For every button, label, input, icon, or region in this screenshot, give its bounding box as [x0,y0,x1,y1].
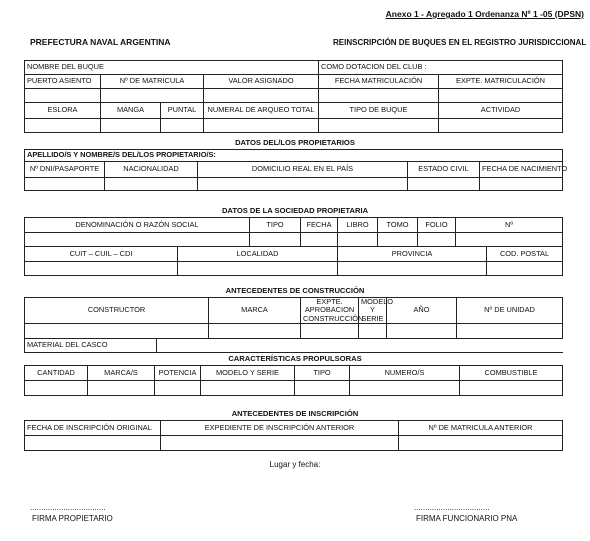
vessel-table [24,60,563,133]
construction-file-label: EXPTE. APROBACION CONSTRUCCIÓN [301,298,359,324]
volume-field[interactable] [378,233,418,247]
company-number-field[interactable] [456,233,563,247]
original-registration-date-label: FECHA DE INSCRIPCIÓN ORIGINAL [25,421,161,436]
power-label: POTENCIA [155,366,201,381]
fuel-label: COMBUSTIBLE [460,366,563,381]
previous-registration-field[interactable] [399,436,563,451]
registration-section-title: ANTECEDENTES DE INSCRIPCIÓN [231,409,359,418]
previous-registration-label: Nº DE MATRICULA ANTERIOR [399,421,563,436]
propulsion-section-title: CARACTERÍSTICAS PROPULSORAS [228,354,362,363]
tax-id-field[interactable] [25,262,178,276]
power-field[interactable] [155,381,201,396]
engine-numbers-field[interactable] [350,381,460,396]
birth-date-label: FECHA DE NACIMIENTO [480,162,563,178]
registration-date-field[interactable] [319,89,439,103]
construction-table [24,297,563,353]
unit-number-field[interactable] [457,324,563,339]
folio-label: FOLIO [418,218,456,233]
marital-status-label: ESTADO CIVIL [408,162,480,178]
book-field[interactable] [338,233,378,247]
province-field[interactable] [338,262,487,276]
construction-file-field[interactable] [301,324,359,339]
engine-brand-label: MARCA/S [88,366,155,381]
registration-number-label: Nº DE MATRICULA [101,75,204,89]
province-label: PROVINCIA [338,247,487,262]
annex-reference: Anexo 1 - Agregado 1 Ordenanza Nº 1 -05 (DPSN) [385,9,584,19]
id-document-label: Nº DNI/PASAPORTE [25,162,105,178]
locality-label: LOCALIDAD [178,247,338,262]
registration-file-field[interactable] [439,89,563,103]
engine-model-label: MODELO Y SERIE [201,366,295,381]
company-type-label: TIPO [250,218,301,233]
registration-number-field[interactable] [101,89,204,103]
vessel-type-label: TIPO DE BUQUE [319,103,439,119]
model-series-field[interactable] [359,324,387,339]
assigned-value-field[interactable] [204,89,319,103]
company-name-label: DENOMINACIÓN O RAZÓN SOCIAL [25,218,250,233]
construction-brand-label: MARCA [209,298,301,324]
company-name-field[interactable] [25,233,250,247]
birth-date-field[interactable] [480,178,563,191]
port-field[interactable] [25,89,101,103]
domicile-label: DOMICILIO REAL EN EL PAÍS [198,162,408,178]
registration-date-label: FECHA MATRICULACIÓN [319,75,439,89]
construction-brand-field[interactable] [209,324,301,339]
owner-signature-line: .................................. [30,503,106,512]
company-date-label: FECHA [301,218,338,233]
fuel-field[interactable] [460,381,563,396]
company-number-label: Nº [456,218,563,233]
hull-material-label: MATERIAL DEL CASCO [25,339,157,353]
length-label: ESLORA [25,103,101,119]
tax-id-label: CUIT – CUIL – CDI [25,247,178,262]
registration-table [24,420,563,451]
organization-name: PREFECTURA NAVAL ARGENTINA [30,37,171,47]
place-date-label: Lugar y fecha: [269,460,321,469]
propulsion-table [24,365,563,396]
assigned-value-label: VALOR ASIGNADO [204,75,319,89]
original-registration-date-field[interactable] [25,436,161,451]
model-series-label: MODELO Y SERIE [359,298,387,324]
tonnage-field[interactable] [204,119,319,133]
folio-field[interactable] [418,233,456,247]
home-port-label: PUERTO ASIENTO [25,75,101,89]
activity-field[interactable] [439,119,563,133]
volume-label: TOMO [378,218,418,233]
id-document-field[interactable] [25,178,105,191]
postal-code-label: COD. POSTAL [487,247,563,262]
hull-material-field[interactable] [157,339,563,353]
unit-number-label: Nº DE UNIDAD [457,298,563,324]
registration-file-label: EXPTE. MATRICULACIÓN [439,75,563,89]
engine-type-field[interactable] [295,381,350,396]
year-field[interactable] [387,324,457,339]
previous-file-label: EXPEDIENTE DE INSCRIPCIÓN ANTERIOR [161,421,399,436]
nationality-field[interactable] [105,178,198,191]
company-section-title: DATOS DE LA SOCIEDAD PROPIETARIA [221,206,369,215]
quantity-field[interactable] [25,381,88,396]
vessel-name-label: NOMBRE DEL BUQUE [25,61,319,75]
owners-section-title: DATOS DEL/LOS PROPIETARIOS [235,138,355,147]
book-label: LIBRO [338,218,378,233]
postal-code-field[interactable] [487,262,563,276]
engine-brand-field[interactable] [88,381,155,396]
tonnage-label: NUMERAL DE ARQUEO TOTAL [204,103,319,119]
vessel-type-field[interactable] [319,119,439,133]
quantity-label: CANTIDAD [25,366,88,381]
previous-file-field[interactable] [161,436,399,451]
official-signature-line: .................................. [414,503,490,512]
locality-field[interactable] [178,262,338,276]
domicile-field[interactable] [198,178,408,191]
club-allotment-label: COMO DOTACION DEL CLUB : [319,61,563,75]
year-label: AÑO [387,298,457,324]
activity-label: ACTIVIDAD [439,103,563,119]
company-date-field[interactable] [301,233,338,247]
owner-names-label: APELLIDO/S Y NOMBRE/S DEL/LOS PROPIETARIO/S: [25,150,563,162]
engine-model-field[interactable] [201,381,295,396]
engine-numbers-label: NUMERO/S [350,366,460,381]
marital-status-field[interactable] [408,178,480,191]
company-type-field[interactable] [250,233,301,247]
company-table [24,217,563,276]
depth-label: PUNTAL [161,103,204,119]
length-field[interactable] [25,119,101,133]
official-signature-label: FIRMA FUNCIONARIO PNA [416,514,518,523]
owner-signature-label: FIRMA PROPIETARIO [32,514,113,523]
form-title: REINSCRIPCIÓN DE BUQUES EN EL REGISTRO JURISDICCIONAL [333,38,587,47]
engine-type-label: TIPO [295,366,350,381]
nationality-label: NACIONALIDAD [105,162,198,178]
builder-field[interactable] [25,324,209,339]
owners-table [24,149,568,191]
depth-field[interactable] [161,119,204,133]
builder-label: CONSTRUCTOR [25,298,209,324]
beam-label: MANGA [101,103,161,119]
beam-field[interactable] [101,119,161,133]
construction-section-title: ANTECEDENTES DE CONSTRUCCIÓN [225,286,365,295]
